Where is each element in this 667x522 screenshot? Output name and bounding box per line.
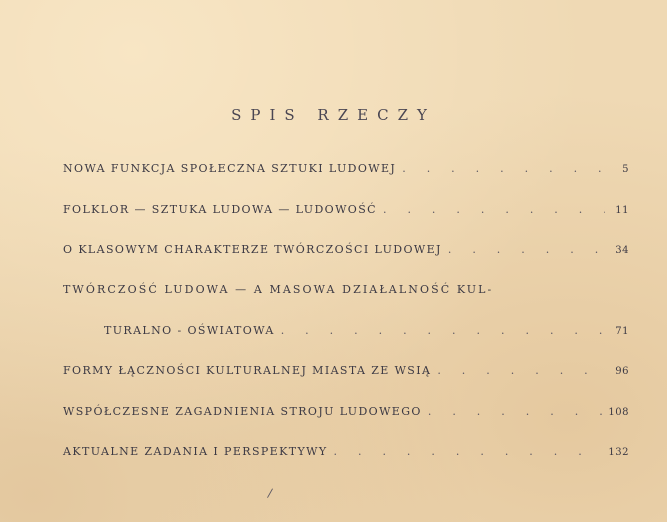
toc-entry-page: 132 [608,447,629,458]
dot-leader [383,203,605,216]
toc-entry-title: O KLASOWYM CHARAKTERZE TWÓRCZOŚCI LUDOWEJ [63,243,442,256]
toc-entry-title: FOLKLOR — SZTUKA LUDOWA — LUDOWOŚĆ [63,203,377,216]
toc-entry [63,445,629,458]
toc-entry-page: 34 [615,245,629,256]
toc-entry [63,283,629,296]
dot-leader [428,405,603,418]
toc-entry-page: 71 [615,326,629,337]
toc-entry [63,203,629,216]
toc-entry [63,162,629,175]
dot-leader [448,243,605,256]
toc-entry-title: FORMY ŁĄCZNOŚCI KULTURALNEJ MIASTA ZE WSIĄ [63,364,432,377]
toc-entry-continuation [104,324,629,337]
dot-leader [281,324,605,337]
toc-entry [63,405,629,418]
page-title: SPIS RZECZY [231,106,436,124]
toc-entry-title: WSPÓŁCZESNE ZAGADNIENIA STROJU LUDOWEGO [63,405,422,418]
dot-leader [437,364,605,377]
toc-entry-page: 96 [615,366,629,377]
toc-entry-title: TURALNO - OŚWIATOWA [104,324,275,337]
toc-entry [63,243,629,256]
toc-entry-title: AKTUALNE ZADANIA I PERSPEKTYWY [63,445,328,458]
toc-entry-page: 11 [615,205,629,216]
toc-entry [63,364,629,377]
toc-entry-title: TWÓRCZOŚĆ LUDOWA — A MASOWA DZIAŁALNOŚĆ KUL- [63,283,494,296]
dot-leader [402,162,605,175]
toc-entry-page: 108 [608,407,629,418]
toc-entry-page: 5 [622,164,629,175]
dot-leader [334,445,603,458]
toc-entry-title: NOWA FUNKCJA SPOŁECZNA SZTUKI LUDOWEJ [63,162,397,175]
footer-mark: / [266,485,274,501]
